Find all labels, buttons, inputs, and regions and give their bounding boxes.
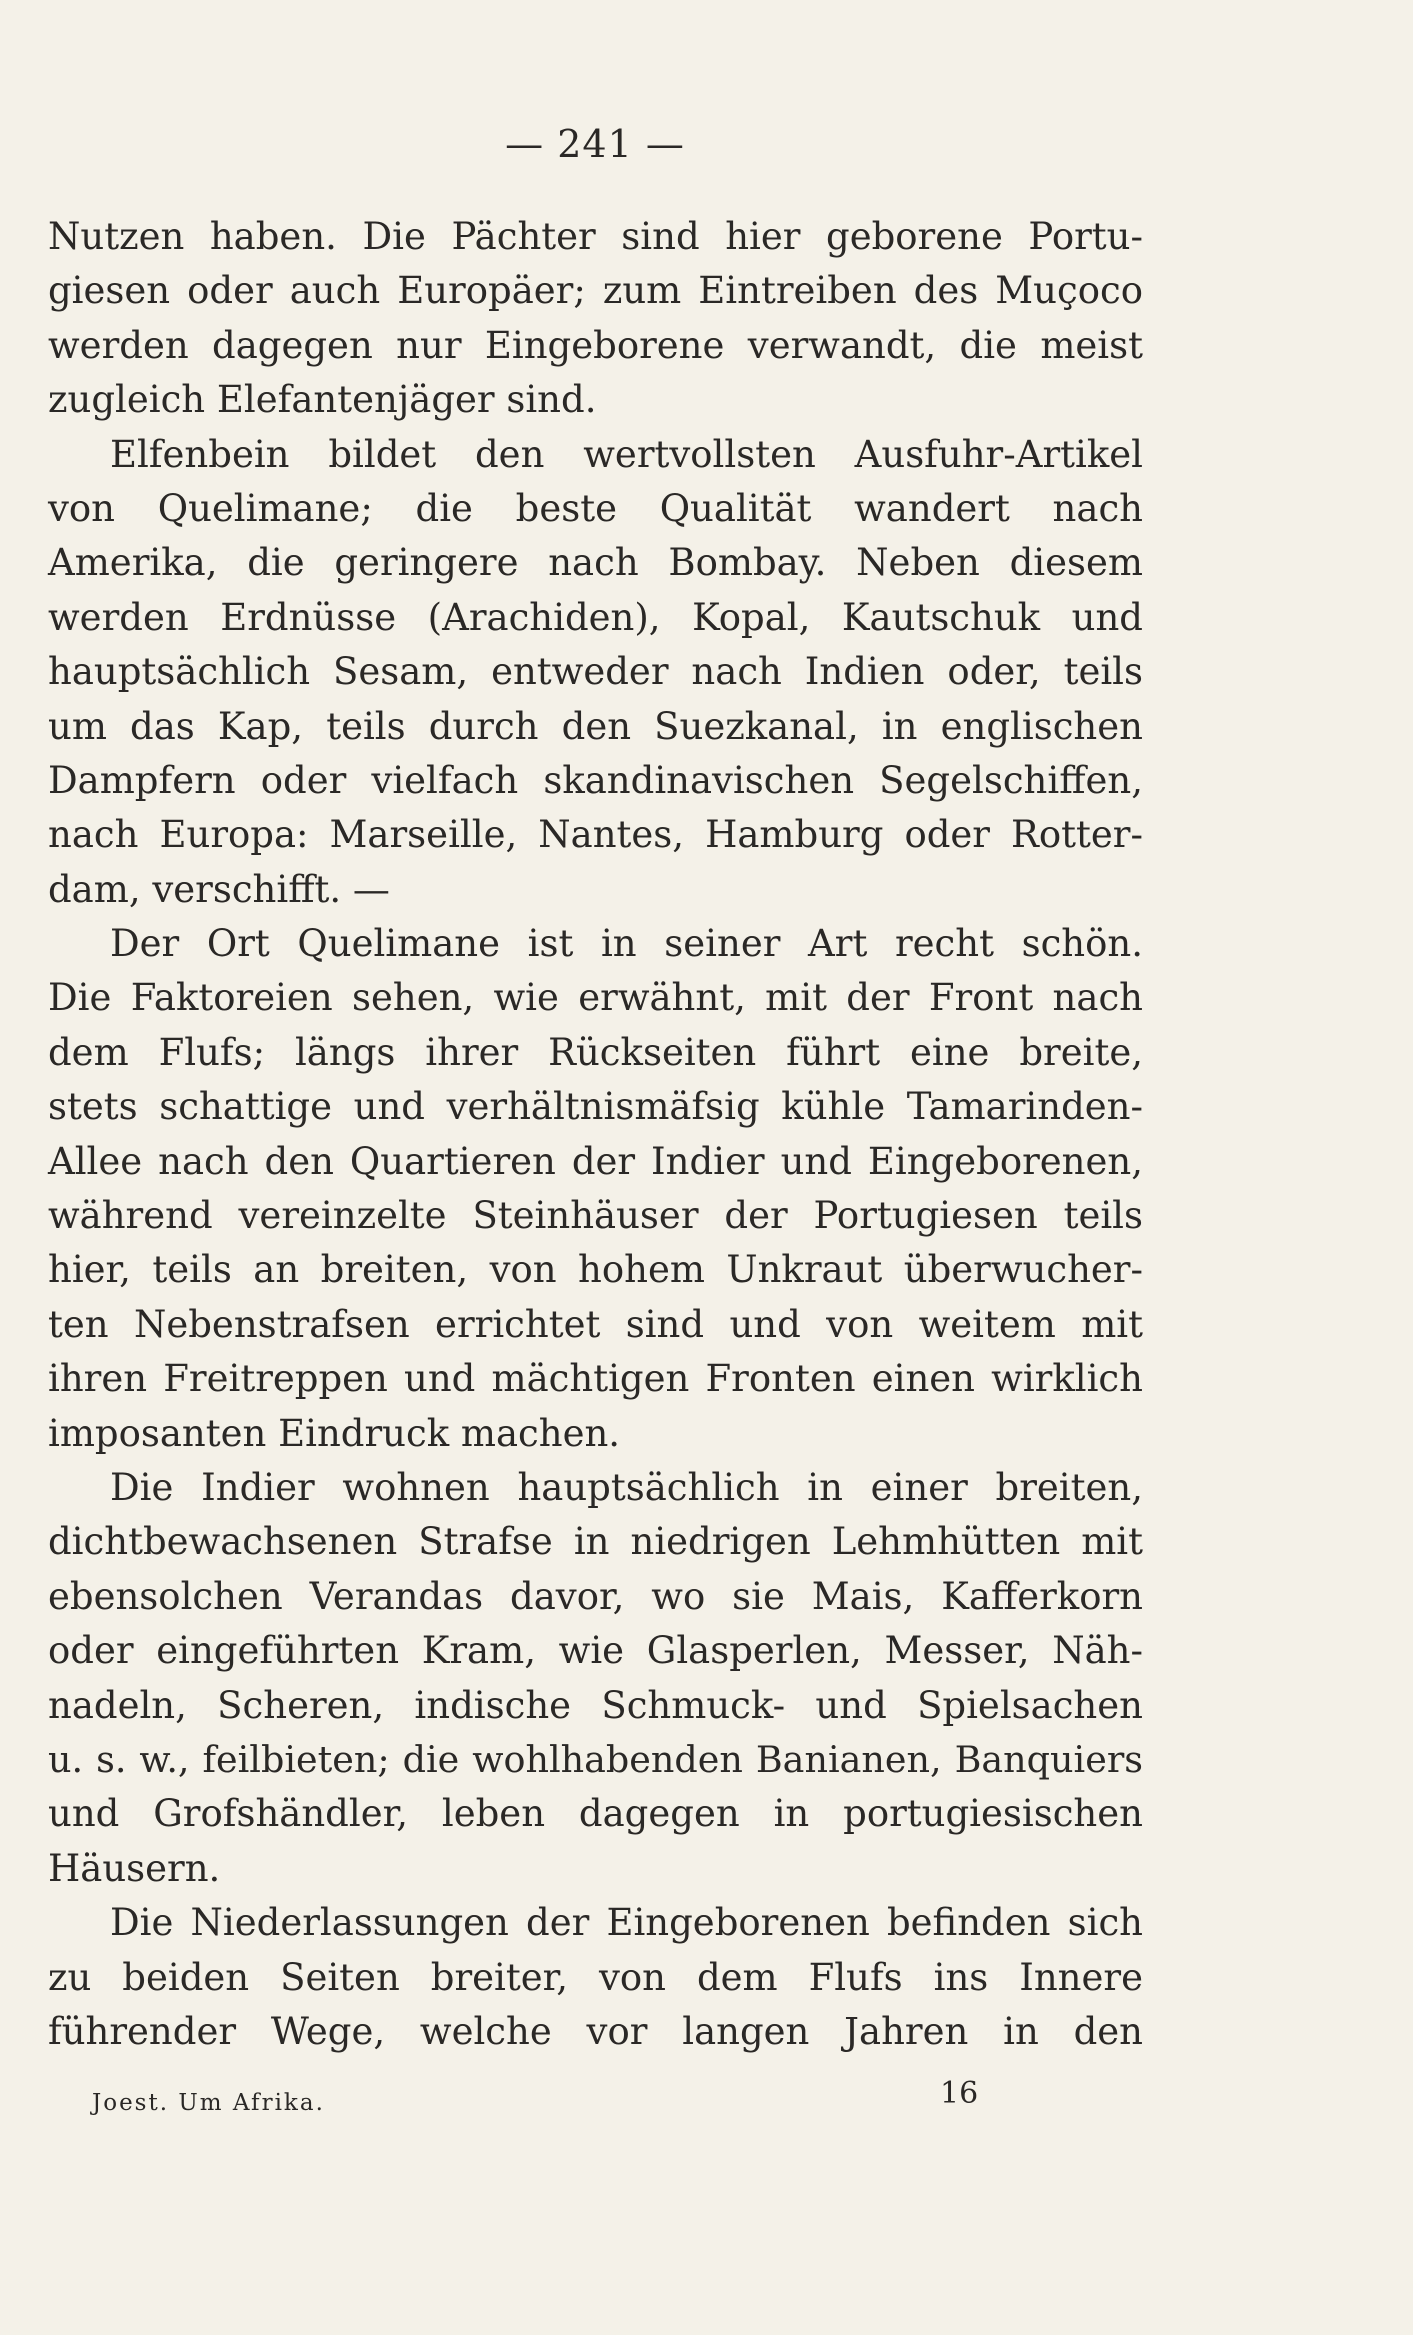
text-line: hier, teils an breiten, von hohem Unkraut überwucher- [48,1248,1143,1292]
text-line: um das Kap, teils durch den Suezkanal, in englischen [48,704,1143,748]
text-line: u. s. w., feilbieten; die wohlhabenden Banianen, Banquiers [48,1737,1143,1781]
text-line: oder eingeführten Kram, wie Glasperlen, Messer, Näh- [48,1629,1143,1673]
page-footer [0,2076,1413,2130]
text-line: Nutzen haben. Die Pächter sind hier geborene Portu- [48,215,1143,258]
text-line: stets schattige und verhältnismäfsig kühle Tamarinden- [48,1085,1143,1129]
text-line: während vereinzelte Steinhäuser der Portugiesen teils [48,1194,1143,1238]
text-line: Allee nach den Quartieren der Indier und Eingeborenen, [48,1139,1143,1183]
text-line: Die Faktoreien sehen, wie erwähnt, mit der Front nach [48,976,1143,1020]
text-line: imposanten Eindruck machen. [48,1411,621,1455]
text-line: zu beiden Seiten breiter, von dem Flufs ins Innere [48,1955,1143,1999]
text-line: nach Europa: Marseille, Nantes, Hamburg oder Rotter- [48,813,1143,857]
text-line: Dampfern oder vielfach skandinavischen Segelschiffen, [48,758,1143,802]
text-line: hauptsächlich Sesam, entweder nach Indien oder, teils [48,650,1143,694]
text-line: Die Niederlassungen der Eingeborenen befinden sich [110,1901,1143,1945]
text-line: Elfenbein bildet den wertvollsten Ausfuhr-Artikel [110,432,1143,476]
page-number: — 241 — [505,122,685,166]
signature-mark: 16 [940,2076,979,2111]
text-line: werden dagegen nur Eingeborene verwandt, die meist [48,323,1143,367]
text-line: dichtbewachsenen Strafse in niedrigen Lehmhütten mit [48,1520,1143,1564]
text-line: Der Ort Quelimane ist in seiner Art recht schön. [110,922,1143,966]
text-line: werden Erdnüsse (Arachiden), Kopal, Kautschuk und [48,595,1143,639]
text-line: dem Flufs; längs ihrer Rückseiten führt eine breite, [48,1030,1143,1074]
text-line: Häusern. [48,1846,221,1890]
text-line: nadeln, Scheren, indische Schmuck- und Spielsachen [48,1683,1143,1727]
text-line: Die Indier wohnen hauptsächlich in einer breiten, [110,1465,1143,1509]
text-line: Amerika, die geringere nach Bombay. Neben diesem [48,541,1143,585]
text-line: ten Nebenstrafsen errichtet sind und von weitem mit [48,1302,1143,1346]
text-line: dam, verschifft. — [48,867,390,911]
footer-author: Joest. Um Afrika. [92,2090,325,2116]
text-line: giesen oder auch Europäer; zum Eintreiben des Muçoco [48,269,1143,313]
text-line: von Quelimane; die beste Qualität wandert nach [48,486,1143,530]
text-line: ebensolchen Verandas davor, wo sie Mais, Kafferkorn [48,1574,1143,1618]
text-line: und Grofshändler, leben dagegen in portugiesischen [48,1792,1143,1836]
text-line: ihren Freitreppen und mächtigen Fronten einen wirklich [48,1357,1143,1401]
text-line: führender Wege, welche vor langen Jahren in den [48,2009,1143,2053]
text-line: zugleich Elefantenjäger sind. [48,378,597,422]
body-text [48,210,1143,2059]
